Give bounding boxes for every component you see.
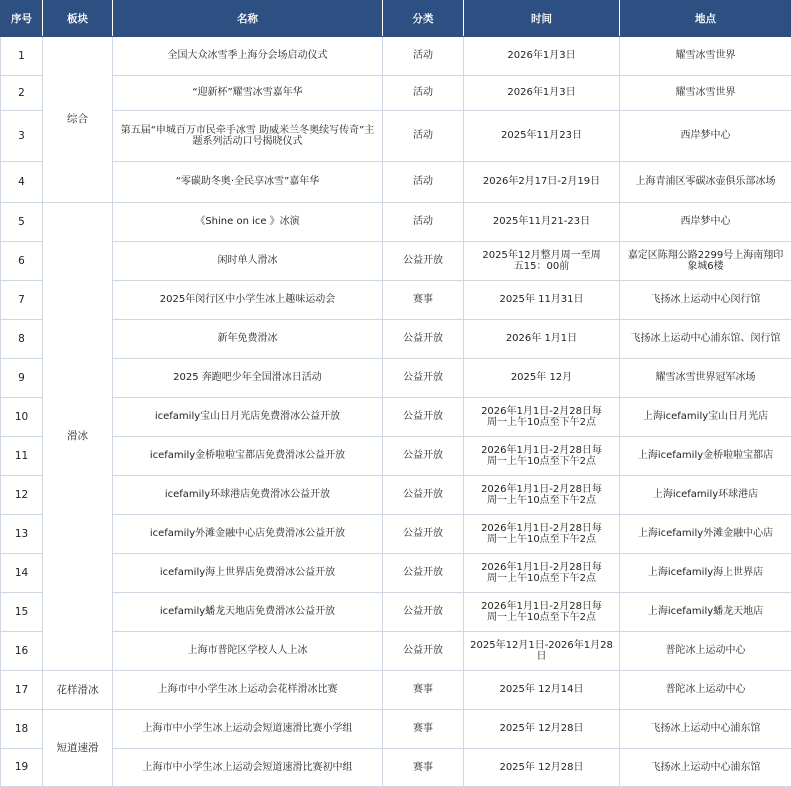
table-row	[1, 320, 791, 359]
header-name: 名称	[113, 1, 383, 37]
section-cell-short-track: 短道速滑	[43, 710, 113, 787]
cell-type: 活动	[383, 203, 464, 242]
cell-place: 飞扬冰上运动中心浦东馆、闵行馆	[620, 320, 791, 359]
cell-time: 2025年 11月31日	[464, 281, 620, 320]
cell-type: 公益开放	[383, 476, 464, 515]
header-section: 板块	[43, 1, 113, 37]
cell-name: 第五届“申城百万市民牵手冰雪 助威米兰冬奥续写传奇”主题系列活动口号揭晓仪式	[113, 111, 383, 162]
cell-no: 14	[1, 554, 43, 593]
cell-name: 新年免费滑冰	[113, 320, 383, 359]
table-row	[1, 710, 791, 749]
cell-place: 飞扬冰上运动中心闵行馆	[620, 281, 791, 320]
cell-place: 普陀冰上运动中心	[620, 671, 791, 710]
cell-no: 19	[1, 749, 43, 787]
header-place: 地点	[620, 1, 791, 37]
cell-place: 飞扬冰上运动中心浦东馆	[620, 749, 791, 787]
cell-no: 8	[1, 320, 43, 359]
cell-no: 1	[1, 37, 43, 76]
cell-name: icefamily环球港店免费滑冰公益开放	[113, 476, 383, 515]
cell-place: 耀雪冰雪世界冠军冰场	[620, 359, 791, 398]
table-row	[1, 242, 791, 281]
table-row	[1, 203, 791, 242]
header-type: 分类	[383, 1, 464, 37]
cell-type: 公益开放	[383, 437, 464, 476]
cell-time: 2026年1月1日-2月28日每周一上午10点至下午2点	[464, 515, 620, 554]
table-row	[1, 671, 791, 710]
cell-name: 上海市中小学生冰上运动会短道速滑比赛小学组	[113, 710, 383, 749]
cell-type: 公益开放	[383, 242, 464, 281]
cell-type: 公益开放	[383, 398, 464, 437]
cell-no: 6	[1, 242, 43, 281]
table-row	[1, 398, 791, 437]
section-cell-figure-skating: 花样滑冰	[43, 671, 113, 710]
header-row	[1, 1, 791, 37]
cell-no: 16	[1, 632, 43, 671]
cell-place: 上海icefamily金桥啦啦宝都店	[620, 437, 791, 476]
cell-time: 2026年1月1日-2月28日每周一上午10点至下午2点	[464, 437, 620, 476]
cell-name: 上海市中小学生冰上运动会花样滑冰比赛	[113, 671, 383, 710]
cell-no: 15	[1, 593, 43, 632]
cell-no: 4	[1, 162, 43, 203]
cell-time: 2025年 12月14日	[464, 671, 620, 710]
cell-time: 2026年1月1日-2月28日每周一上午10点至下午2点	[464, 398, 620, 437]
cell-time: 2025年 12月	[464, 359, 620, 398]
cell-name: 上海市普陀区学校人人上冰	[113, 632, 383, 671]
cell-place: 普陀冰上运动中心	[620, 632, 791, 671]
cell-type: 赛事	[383, 671, 464, 710]
table-row	[1, 515, 791, 554]
cell-time: 2026年1月3日	[464, 37, 620, 76]
cell-no: 18	[1, 710, 43, 749]
cell-place: 上海青浦区零碳冰壶俱乐部冰场	[620, 162, 791, 203]
cell-type: 公益开放	[383, 632, 464, 671]
cell-time: 2025年12月1日-2026年1月28日	[464, 632, 620, 671]
cell-name: 全国大众冰雪季上海分会场启动仪式	[113, 37, 383, 76]
cell-no: 10	[1, 398, 43, 437]
cell-type: 活动	[383, 162, 464, 203]
cell-type: 公益开放	[383, 359, 464, 398]
cell-time: 2026年1月1日-2月28日每周一上午10点至下午2点	[464, 593, 620, 632]
cell-type: 公益开放	[383, 320, 464, 359]
section-cell-skating: 滑冰	[43, 203, 113, 671]
cell-place: 上海icefamily宝山日月光店	[620, 398, 791, 437]
cell-type: 赛事	[383, 710, 464, 749]
cell-no: 9	[1, 359, 43, 398]
cell-no: 13	[1, 515, 43, 554]
table-row	[1, 37, 791, 76]
table-row	[1, 476, 791, 515]
cell-name: “迎新杯”耀雪冰雪嘉年华	[113, 76, 383, 111]
cell-place: 上海icefamily海上世界店	[620, 554, 791, 593]
header-no: 序号	[1, 1, 43, 37]
table-row	[1, 593, 791, 632]
cell-place: 上海icefamily外滩金融中心店	[620, 515, 791, 554]
cell-time: 2026年 1月1日	[464, 320, 620, 359]
section-cell-comprehensive: 综合	[43, 37, 113, 203]
cell-time: 2026年1月1日-2月28日每周一上午10点至下午2点	[464, 554, 620, 593]
table-row	[1, 111, 791, 162]
cell-name: icefamily海上世界店免费滑冰公益开放	[113, 554, 383, 593]
table-row	[1, 554, 791, 593]
cell-type: 赛事	[383, 281, 464, 320]
cell-time: 2026年2月17日-2月19日	[464, 162, 620, 203]
cell-place: 耀雪冰雪世界	[620, 76, 791, 111]
cell-type: 公益开放	[383, 515, 464, 554]
cell-place: 西岸梦中心	[620, 111, 791, 162]
cell-no: 11	[1, 437, 43, 476]
cell-no: 7	[1, 281, 43, 320]
cell-type: 活动	[383, 111, 464, 162]
cell-type: 公益开放	[383, 593, 464, 632]
table-row	[1, 281, 791, 320]
cell-name: icefamily宝山日月光店免费滑冰公益开放	[113, 398, 383, 437]
cell-name: “零碳助冬奥·全民享冰雪”嘉年华	[113, 162, 383, 203]
cell-time: 2025年12月整月周一至周五15：00前	[464, 242, 620, 281]
cell-no: 5	[1, 203, 43, 242]
table-row	[1, 437, 791, 476]
table-row	[1, 749, 791, 787]
cell-no: 3	[1, 111, 43, 162]
cell-name: icefamily外滩金融中心店免费滑冰公益开放	[113, 515, 383, 554]
table-row	[1, 162, 791, 203]
cell-time: 2026年1月3日	[464, 76, 620, 111]
cell-time: 2025年11月21-23日	[464, 203, 620, 242]
cell-no: 2	[1, 76, 43, 111]
cell-name: icefamily蟠龙天地店免费滑冰公益开放	[113, 593, 383, 632]
cell-name: 《Shine on ice 》冰演	[113, 203, 383, 242]
cell-place: 飞扬冰上运动中心浦东馆	[620, 710, 791, 749]
cell-type: 活动	[383, 37, 464, 76]
cell-no: 17	[1, 671, 43, 710]
cell-time: 2026年1月1日-2月28日每周一上午10点至下午2点	[464, 476, 620, 515]
cell-place: 嘉定区陈翔公路2299号上海南翔印象城6楼	[620, 242, 791, 281]
cell-name: 2025年闵行区中小学生冰上趣味运动会	[113, 281, 383, 320]
cell-place: 上海icefamily蟠龙天地店	[620, 593, 791, 632]
table-row	[1, 76, 791, 111]
header-time: 时间	[464, 1, 620, 37]
cell-name: 2025 奔跑吧少年全国滑冰日活动	[113, 359, 383, 398]
cell-time: 2025年 12月28日	[464, 749, 620, 787]
cell-place: 上海icefamily环球港店	[620, 476, 791, 515]
cell-place: 耀雪冰雪世界	[620, 37, 791, 76]
cell-place: 西岸梦中心	[620, 203, 791, 242]
cell-name: icefamily金桥啦啦宝都店免费滑冰公益开放	[113, 437, 383, 476]
cell-name: 上海市中小学生冰上运动会短道速滑比赛初中组	[113, 749, 383, 787]
cell-type: 赛事	[383, 749, 464, 787]
cell-type: 活动	[383, 76, 464, 111]
cell-no: 12	[1, 476, 43, 515]
cell-name: 闲时单人滑冰	[113, 242, 383, 281]
cell-type: 公益开放	[383, 554, 464, 593]
table-row	[1, 359, 791, 398]
cell-time: 2025年 12月28日	[464, 710, 620, 749]
cell-time: 2025年11月23日	[464, 111, 620, 162]
table-row	[1, 632, 791, 671]
